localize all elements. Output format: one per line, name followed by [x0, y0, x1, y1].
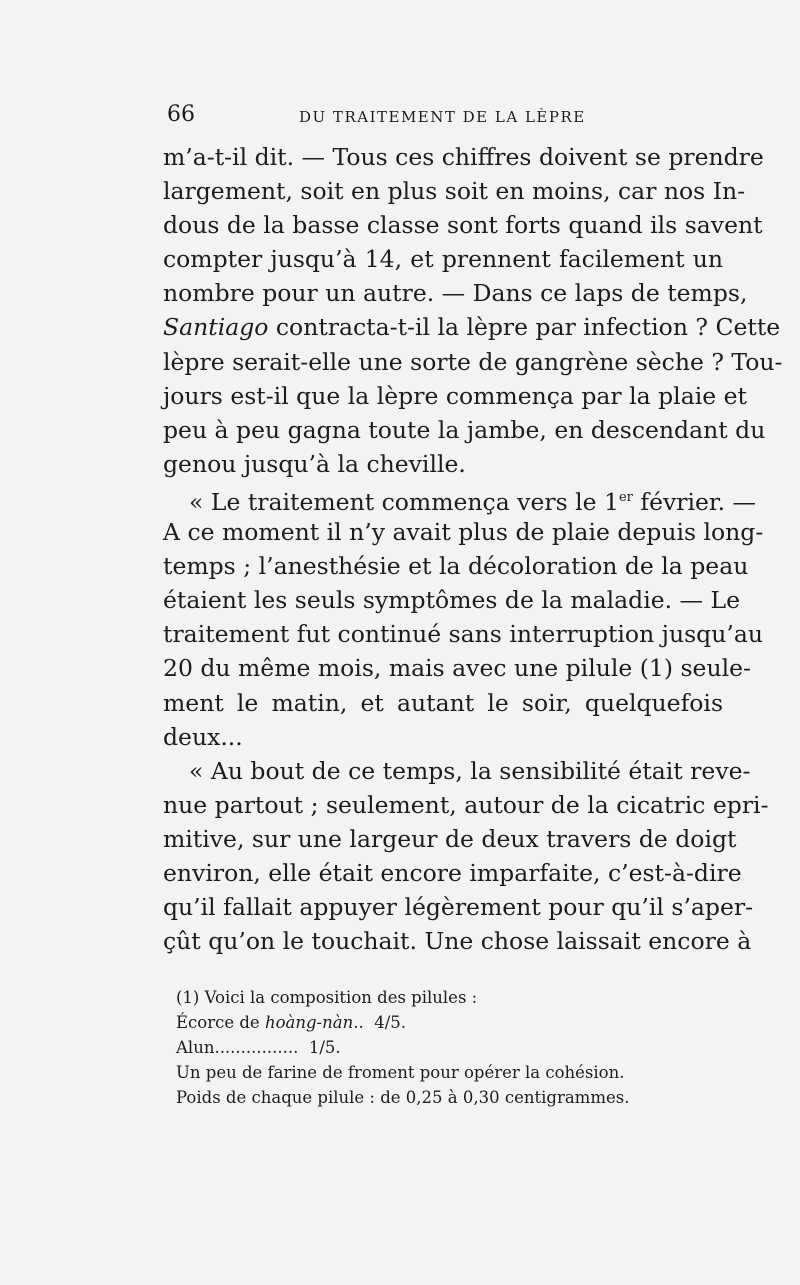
footnote-line — [176, 1035, 676, 1060]
italic-name: Santiago — [163, 313, 269, 342]
text-line: traitement fut continué sans interruption jusqu’au — [163, 620, 763, 649]
text-line: deux... — [163, 722, 243, 751]
footnote-line: Un peu de farine de froment pour opérer la cohésion. — [176, 1063, 625, 1082]
superscript: er — [618, 489, 633, 505]
text-line: largement, soit en plus soit en moins, car nos In- — [163, 177, 746, 206]
text-span: février. — — [632, 487, 757, 516]
footnote-line: (1) Voici la composition des pilules : — [176, 988, 478, 1007]
text-line: compter jusqu’à 14, et prennent facilement un — [163, 245, 723, 274]
text-span: contracta-t-il la lèpre par infection ? Cette — [275, 313, 781, 342]
text-line: étaient les seuls symptômes de la maladie. — Le — [163, 586, 741, 615]
text-line: « Au bout de ce temps, la sensibilité était reve- — [189, 756, 751, 785]
main-text — [163, 140, 783, 958]
text-span: « Le traitement commença vers le 1 — [189, 487, 619, 516]
text-line: çût qu’on le touchait. Une chose laissait encore à — [163, 927, 752, 956]
text-line: jours est-il que la lèpre commença par la plaie et — [163, 381, 747, 410]
text-line: qu’il fallait appuyer légèrement pour qu’il s’aper- — [163, 893, 754, 922]
footnote-line — [176, 1010, 676, 1035]
running-title: DU TRAITEMENT DE LA LÈPRE — [299, 108, 586, 126]
text-line: peu à peu gagna toute la jambe, en descendant du — [163, 415, 766, 444]
text-span: 1/5. — [308, 1038, 341, 1057]
text-line: environ, elle était encore imparfaite, c’est-à-dire — [163, 858, 742, 887]
text-line: m’a-t-il dit. — Tous ces chiffres doivent se prendre — [163, 143, 764, 171]
text-line — [163, 310, 781, 344]
text-line: ment le matin, et autant le soir, quelquefois — [163, 688, 723, 717]
text-line: dous de la basse classe sont forts quand ils savent — [163, 211, 763, 240]
footnote — [176, 985, 676, 1110]
text-line: mitive, sur une largeur de deux travers de doigt — [163, 824, 737, 853]
text-line: A ce moment il n’y avait plus de plaie depuis long- — [163, 518, 764, 547]
text-line: genou jusqu’à la cheville. — [163, 449, 466, 478]
text-line — [163, 481, 757, 516]
text-span: Écorce de — [176, 1013, 265, 1032]
text-line: lèpre serait-elle une sorte de gangrène sèche ? Tou- — [163, 347, 783, 376]
footnote-line: Poids de chaque pilule : de 0,25 à 0,30 centigrammes. — [176, 1088, 630, 1107]
text-span: Alun................ — [176, 1038, 299, 1057]
page-header — [163, 100, 723, 130]
text-line: 20 du même mois, mais avec une pilule (1) seule- — [163, 654, 751, 683]
page-number: 66 — [167, 102, 195, 127]
italic-term: hoàng-nàn — [264, 1013, 354, 1032]
text-line: temps ; l’anesthésie et la décoloration de la peau — [163, 552, 749, 581]
text-span: .. — [353, 1013, 364, 1032]
text-span: 4/5. — [374, 1013, 407, 1032]
text-line: nombre pour un autre. — Dans ce laps de temps, — [163, 279, 748, 308]
text-line: nue partout ; seulement, autour de la cicatric epri- — [163, 790, 769, 819]
